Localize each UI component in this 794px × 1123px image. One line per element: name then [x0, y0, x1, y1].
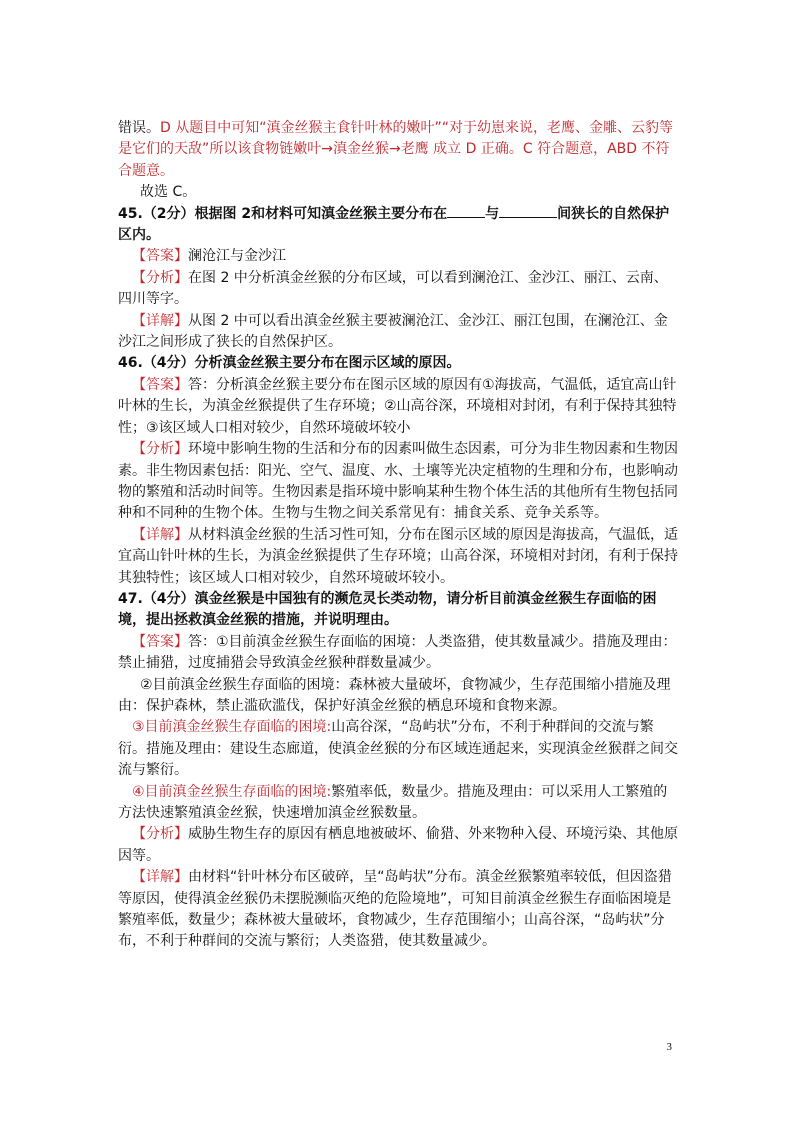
q45-blank-2: [499, 205, 557, 218]
page-number: 3: [666, 1041, 672, 1053]
q45-stem: [118, 204, 678, 247]
q46-analysis: [118, 439, 678, 525]
q45-answer-tag: 【答案】: [132, 248, 188, 265]
q44-conclusion: 故选 C。: [140, 184, 197, 201]
q47-detail-tag: 【详解】: [132, 869, 188, 886]
q47-detail-text: 由材料“针叶林分布区破碎，呈“岛屿状”分布。滇金丝猴繁殖率较低，但因盗猎等原因，使得滇金丝猴仍未摆脱濒临灭绝的危险境地”，可知目前滇金丝猴生存面临困境是繁殖率低，数量少；森林被大量破坏，食物减少，生存范围缩小；山高谷深，“岛屿状”分布，不利于种群间的交流与繁衍；人类盗猎，使其数量减少。: [118, 869, 672, 950]
q45-answer: [118, 246, 678, 267]
q46-answer-text: 答：分析滇金丝猴主要分布在图示区域的原因有①海拔高，气温低，适宜高山针叶林的生长，为滇金丝猴提供了生存环境；②山高谷深，环境相对封闭，有利于保持其独特性；③该区域人口相对较少，自然环境破坏较小: [118, 376, 677, 436]
q45-analysis-text: 在图 2 中分析滇金丝猴的分布区域，可以看到澜沧江、金沙江、丽江、云南、四川等字。: [118, 269, 668, 308]
q45-answer-text: 澜沧江与金沙江: [188, 248, 286, 265]
q47-detail: [118, 867, 678, 953]
q44-text-a: 错误。: [118, 120, 160, 136]
q46-answer: [118, 375, 678, 439]
q45-stem-a: 45.（2分）根据图 2和材料可知滇金丝猴主要分布在: [118, 205, 448, 222]
q46-analysis-tag: 【分析】: [132, 441, 188, 458]
q47-analysis-text: 威胁生物生存的原因有栖息地被破坏、偷猎、外来物种入侵、环境污染、其他原因等。: [118, 826, 678, 864]
q44-text-b: D 从题目中可知“滇金丝猴主食针叶林的嫩叶”“对于幼崽来说，老鹰、金雕、云豹等是它们的天敌”所以该食物链嫩叶→滇金丝猴→老鹰 成立 D 正确。C 符合题意，ABD 不符合题意。: [118, 120, 673, 179]
q47-answer-4: [118, 782, 678, 825]
q44-explanation: [118, 118, 678, 182]
q45-blank-1: [447, 205, 485, 218]
q45-stem-b: 间狭长的自然保护区内。: [118, 205, 670, 244]
document-body: [118, 118, 678, 953]
q47-stem: 47.（4分）滇金丝猴是中国独有的濒危灵长类动物，请分析目前滇金丝猴生存面临的困境，提出拯救滇金丝猴的措施，并说明理由。: [118, 590, 657, 629]
q46-stem: 46.（4分）分析滇金丝猴主要分布在图示区域的原因。: [118, 355, 461, 372]
q46-detail-tag: 【详解】: [132, 526, 188, 543]
q46-detail-text: 从材料滇金丝猴的生活习性可知，分布在图示区域的原因是海拔高，气温低，适宜高山针叶林的生长，为滇金丝猴提供了生存环境；山高谷深，环境相对封闭，有利于保持其独特性；该区域人口相对较少，自然环境破坏较小。: [118, 526, 678, 586]
q47-answer-4-lead: ④目前滇金丝猴生存面临的困境:: [132, 783, 332, 800]
q45-analysis-tag: 【分析】: [132, 269, 188, 286]
q47-answer-3-text: 山高谷深，“岛屿状”分布，不利于种群间的交流与繁衍。措施及理由：建设生态廊道，使滇金丝猴的分布区域连通起来，实现滇金丝猴群之间交流与繁衍。: [118, 719, 678, 779]
q47-answer-3: [118, 717, 678, 781]
q47-analysis-tag: 【分析】: [132, 826, 188, 843]
q46-answer-tag: 【答案】: [132, 376, 188, 393]
q45-detail-text: 从图 2 中可以看出滇金丝猴主要被澜沧江、金沙江、丽江包围，在澜沧江、金沙江之间形成了狭长的自然保护区。: [118, 312, 668, 351]
q46-detail: [118, 525, 678, 589]
q47-answer-2: ②目前滇金丝猴生存面临的困境：森林被大量破坏，食物减少，生存范围缩小措施及理由：保护森林，禁止滥砍滥伐，保护好滇金丝猴的栖息环境和食物来源。: [118, 676, 671, 714]
q45-detail: [118, 311, 678, 354]
q47-answer-tag: 【答案】: [132, 633, 188, 650]
q47-answer-1-text: 答：①目前滇金丝猴生存面临的困境：人类盗猎，使其数量减少。措施及理由：禁止捕猎，过度捕猎会导致滇金丝猴种群数量减少。: [118, 633, 677, 672]
q47-answer-4-text: 繁殖率低，数量少。措施及理由：可以采用人工繁殖的方法快速繁殖滇金丝猴，快速增加滇金丝猴数量。: [118, 783, 668, 821]
q46-analysis-text: 环境中影响生物的生活和分布的因素叫做生态因素，可分为非生物因素和生物因素。非生物因素包括：阳光、空气、温度、水、土壤等光决定植物的生理和分布，也影响动物的繁殖和活动时间等。生物因素是指环境中影响某种生物个体生活的其他所有生物包括同种和不同种的生物个体。生物与生物之间关系常见有：捕食关系、竞争关系等。: [118, 441, 678, 522]
q45-detail-tag: 【详解】: [132, 312, 188, 329]
q47-answer-1: [118, 632, 678, 675]
q45-stem-mid: 与: [485, 205, 500, 222]
q47-answer-3-lead: ③目前滇金丝猴生存面临的困境:: [132, 719, 332, 736]
q45-analysis: [118, 268, 678, 311]
q47-analysis: [118, 824, 678, 867]
